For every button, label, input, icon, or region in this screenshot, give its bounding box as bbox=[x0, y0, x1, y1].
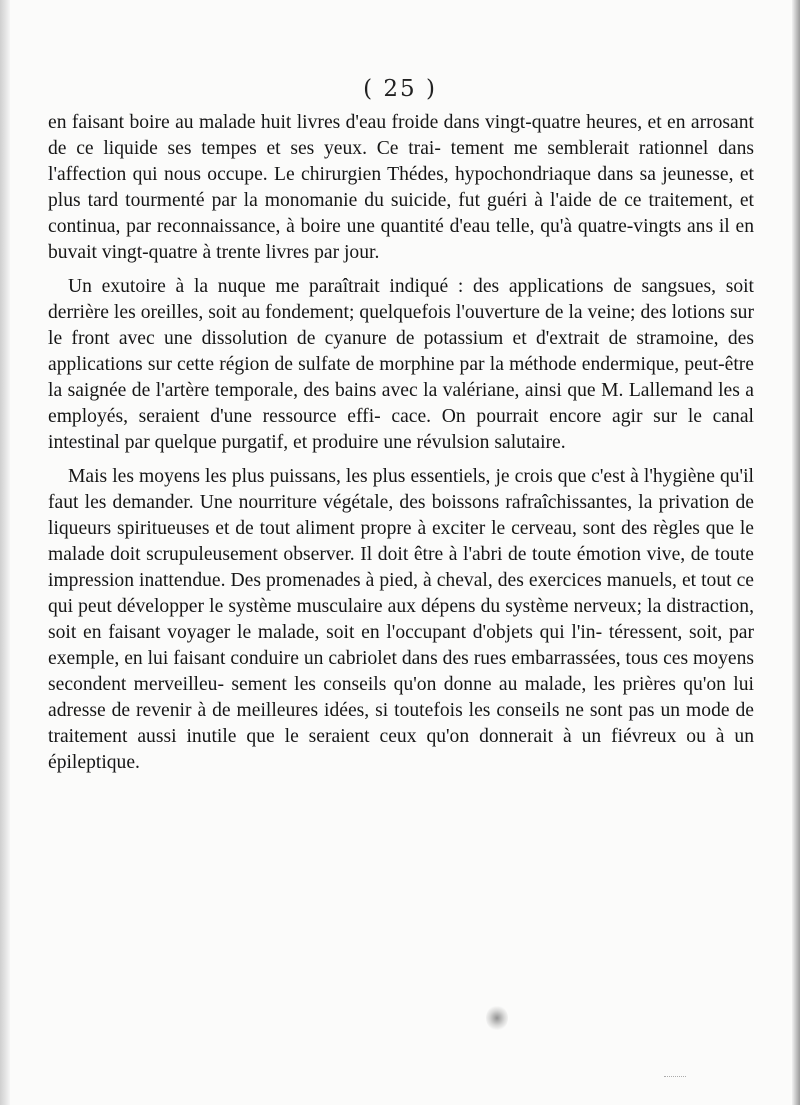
text-line: système musculaire aux dépens du système nerveux; la distraction, bbox=[228, 596, 754, 617]
text-line: livres par jour. bbox=[265, 242, 380, 263]
text-line: sont pas un mode de traitement aussi inutile que le seraient ceux bbox=[48, 700, 754, 747]
text-line: tout aliment propre à exciter le cerveau, sont des règles que le malade bbox=[48, 518, 754, 565]
text-line: dans des rues embarrassées, tous ces moyens secondent merveilleu- bbox=[48, 648, 754, 695]
text-line: chirurgien Thédes, hypochondriaque dans sa jeunesse, et plus tard bbox=[48, 164, 754, 211]
text-line: sement les conseils qu'on donne au malade, les prières qu'on lui bbox=[231, 674, 754, 695]
body-text bbox=[48, 110, 754, 776]
scan-mark bbox=[664, 1070, 686, 1077]
text-line: en faisant boire au malade huit livres d'eau froide dans vingt-quatre bbox=[48, 112, 581, 133]
text-line: cheval, des exercices manuels, et tout ce qui peut développer le bbox=[48, 570, 754, 617]
text-line: l'ouverture de la veine; des lotions sur le front avec une dissolution bbox=[48, 302, 754, 349]
text-line: d'eau telle, qu'à quatre-vingts ans il en buvait vingt-quatre à trente bbox=[48, 216, 754, 263]
text-line: tourmenté par la monomanie du suicide, fut guéri à l'aide de ce bbox=[125, 190, 642, 211]
text-line: de cyanure de potassium et d'extrait de stramoine, des applications bbox=[48, 328, 754, 375]
text-line: ainsi que M. Lallemand les a employés, seraient d'une ressource effi- bbox=[48, 380, 754, 427]
scan-edge-left bbox=[0, 0, 10, 1105]
scan-edge-right bbox=[792, 0, 800, 1105]
paragraph-1 bbox=[48, 110, 754, 266]
text-line: soit en faisant voyager le malade, soit en l'occupant d'objets qui l'in- bbox=[48, 622, 603, 643]
paragraph-3 bbox=[48, 464, 754, 776]
text-line: cace. On pourrait encore agir sur le canal intestinal par quelque bbox=[48, 406, 754, 453]
text-line: Mais les moyens les plus puissans, les plus essentiels, je crois que bbox=[68, 466, 587, 487]
text-line: peut-être la saignée de l'artère temporale, des bains avec la valériane, bbox=[48, 354, 754, 401]
text-line: sangsues, soit derrière les oreilles, soit au fondement; quelquefois bbox=[48, 276, 755, 323]
text-line: purgatif, et produire une révulsion salutaire. bbox=[221, 432, 566, 453]
text-line: adresse de revenir à de meilleures idées, si toutefois les conseils ne bbox=[48, 700, 584, 721]
text-line: doit scrupuleusement observer. Il doit être à l'abri de toute émotion bbox=[110, 544, 641, 565]
text-line: heures, et en arrosant de ce liquide ses tempes et ses yeux. Ce trai- bbox=[48, 112, 754, 159]
text-line: téressent, soit, par exemple, en lui faisant conduire un cabriolet bbox=[48, 622, 754, 669]
text-line: sur cette région de sulfate de morphine par la méthode endermique, bbox=[147, 354, 680, 375]
text-line: qu'on donnerait à un fiévreux ou à un épileptique. bbox=[48, 726, 754, 773]
text-line: traitement, et continua, par reconnaissance, à boire une quantité bbox=[48, 190, 755, 237]
text-line: c'est à l'hygiène qu'il faut les demander. Une nourriture végétale, des bbox=[48, 466, 754, 513]
text-line: boissons rafraîchissantes, la privation de liqueurs spiritueuses et de bbox=[48, 492, 755, 539]
paragraph-2 bbox=[48, 274, 754, 456]
text-line: Un exutoire à la nuque me paraîtrait indiqué : des applications de bbox=[68, 276, 632, 297]
text-line: tement me semblerait rationnel dans l'affection qui nous occupe. Le bbox=[48, 138, 755, 185]
page-number: ( 25 ) bbox=[363, 76, 437, 102]
ink-smudge bbox=[486, 1005, 508, 1031]
text-line: vive, de toute impression inattendue. Des promenades à pied, à bbox=[48, 544, 754, 591]
